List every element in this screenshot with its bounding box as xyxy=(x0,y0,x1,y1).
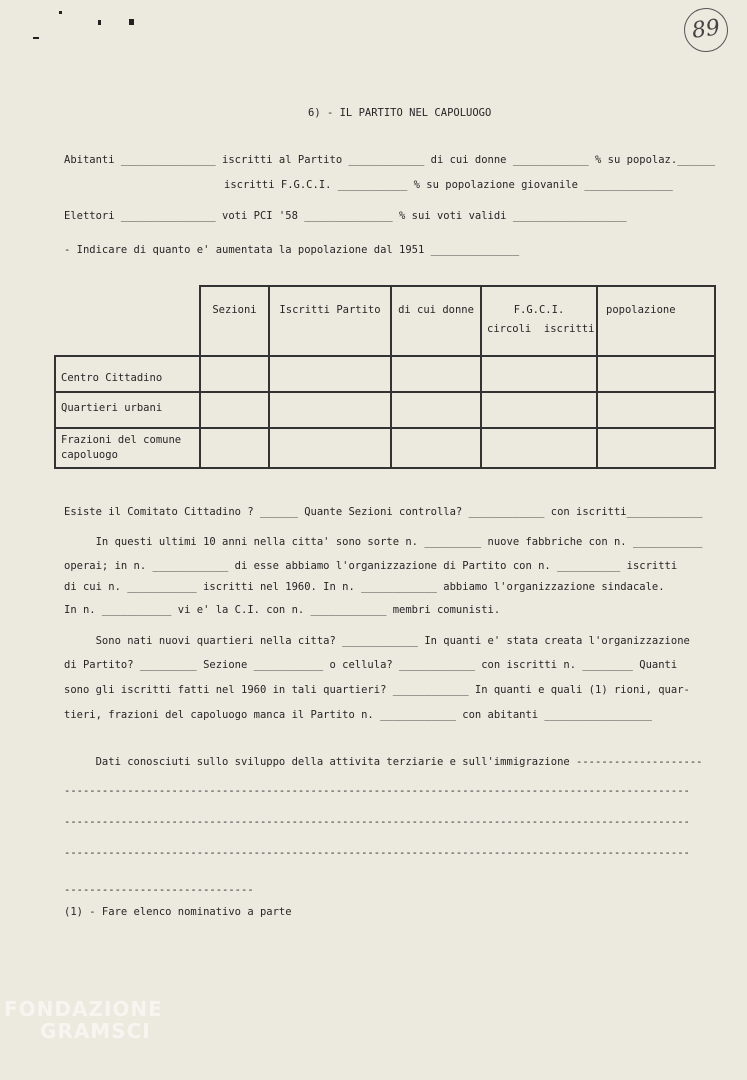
dash-line: --------------------------------------------------------------------------------------------------- xyxy=(64,816,690,828)
table-cell xyxy=(269,356,391,392)
table-cell xyxy=(200,428,269,468)
table-cell xyxy=(200,392,269,428)
dash-line: ------------------------------ xyxy=(64,884,254,896)
question-line: In n. ___________ vi e' la C.I. con n. ____________ membri comunisti. xyxy=(64,604,501,616)
table-header-row xyxy=(55,286,715,356)
question-line: In questi ultimi 10 anni nella citta' sono sorte n. _________ nuove fabbriche con n. ___________ xyxy=(64,536,703,548)
table-cell xyxy=(269,392,391,428)
dash-line: --------------------------------------------------------------------------------------------------- xyxy=(64,847,690,859)
col-header-fgci xyxy=(481,286,597,356)
table-cell xyxy=(597,392,715,428)
row-label-frazioni: Frazioni del comune capoluogo xyxy=(55,428,200,468)
table-cell xyxy=(391,392,481,428)
form-line-fgci: iscritti F.G.C.I. ___________ % su popolazione giovanile ______________ xyxy=(224,179,673,191)
table-row xyxy=(55,392,715,428)
form-line-elettori: Elettori _______________ voti PCI '58 ______________ % sui voti validi __________________ xyxy=(64,210,627,222)
watermark-line-2: GRAMSCI xyxy=(40,1019,151,1043)
row-label-quartieri: Quartieri urbani xyxy=(55,392,200,428)
table-cell xyxy=(481,428,597,468)
question-line: di Partito? _________ Sezione ___________ o cellula? ____________ con iscritti n. ________ Quanti xyxy=(64,659,678,671)
statistics-table xyxy=(54,285,716,469)
table-corner xyxy=(55,286,200,356)
question-line: operai; in n. ____________ di esse abbiamo l'organizzazione di Partito con n. __________ iscritti xyxy=(64,560,678,572)
col-header-sezioni: Sezioni xyxy=(200,286,269,356)
col-header-di-cui-donne: di cui donne xyxy=(391,286,481,356)
archive-watermark xyxy=(4,998,163,1042)
table-cell xyxy=(597,428,715,468)
table-cell xyxy=(391,356,481,392)
dati-line: Dati conosciuti sullo sviluppo della attivita terziarie e sull'immigrazione -------------------- xyxy=(64,756,703,768)
question-line: Esiste il Comitato Cittadino ? ______ Quante Sezioni controlla? ____________ con iscritti____________ xyxy=(64,506,703,518)
table-row xyxy=(55,428,715,468)
margin-mark xyxy=(129,19,134,25)
form-line-abitanti: Abitanti _______________ iscritti al Partito ____________ di cui donne ____________ % su popolaz.______ xyxy=(64,154,716,166)
page-number-stamp: 89 xyxy=(681,5,731,55)
form-line-popolazione: - Indicare di quanto e' aumentata la popolazione dal 1951 ______________ xyxy=(64,244,520,256)
table-cell xyxy=(269,428,391,468)
row-label-centro: Centro Cittadino xyxy=(55,356,200,392)
question-line: Sono nati nuovi quartieri nella citta? ____________ In quanti e' stata creata l'organizzazione xyxy=(64,635,690,647)
table-cell xyxy=(391,428,481,468)
col-header-iscritti-partito: Iscritti Partito xyxy=(269,286,391,356)
table-cell xyxy=(481,392,597,428)
col-header-fgci-title: F.G.C.I. xyxy=(513,304,565,316)
page-title: 6) - IL PARTITO NEL CAPOLUOGO xyxy=(308,107,492,119)
table-cell xyxy=(200,356,269,392)
table-cell xyxy=(481,356,597,392)
question-line: sono gli iscritti fatti nel 1960 in tali quartieri? ____________ In quanti e quali (1) rioni, quar- xyxy=(64,684,690,696)
margin-mark xyxy=(59,11,62,14)
question-line: di cui n. ___________ iscritti nel 1960. In n. ____________ abbiamo l'organizzazione sindacale. xyxy=(64,581,665,593)
col-header-popolazione: popolazione xyxy=(597,286,715,356)
margin-mark xyxy=(98,20,101,25)
margin-mark xyxy=(33,37,39,39)
dash-line: --------------------------------------------------------------------------------------------------- xyxy=(64,785,690,797)
footnote: (1) - Fare elenco nominativo a parte xyxy=(64,906,292,918)
table-cell xyxy=(597,356,715,392)
question-line: tieri, frazioni del capoluogo manca il Partito n. ____________ con abitanti _________________ xyxy=(64,709,652,721)
watermark-line-1: FONDAZIONE xyxy=(4,997,163,1021)
col-header-fgci-sub: circoli iscritti xyxy=(487,323,595,335)
table-row xyxy=(55,356,715,392)
